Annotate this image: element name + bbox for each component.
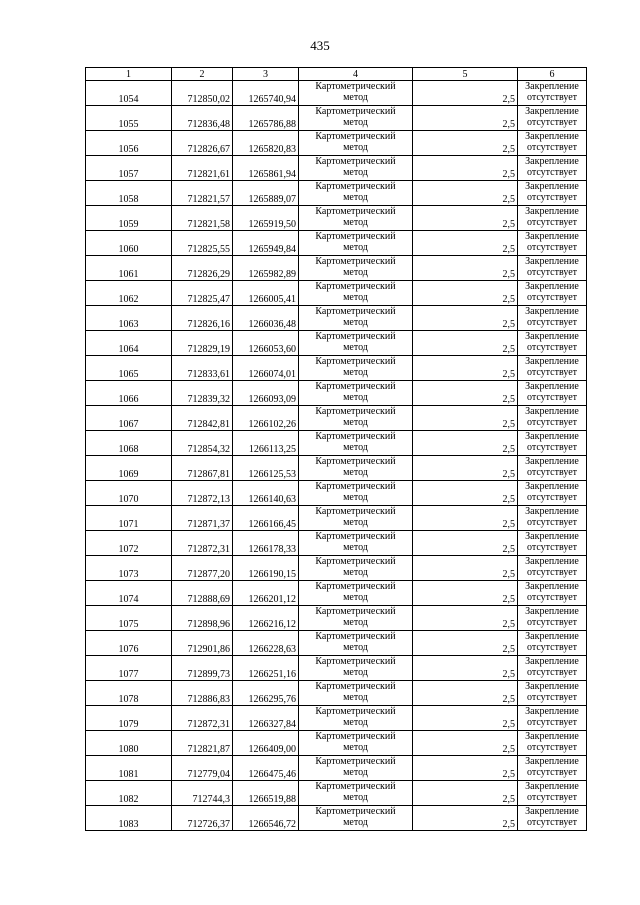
method-cell: Картометрический метод — [299, 81, 413, 106]
coordinate-y: 1266519,88 — [233, 781, 299, 806]
coordinate-x: 712877,20 — [172, 556, 233, 581]
table-row — [86, 606, 587, 631]
fixation-cell: Закрепление отсутствует — [518, 181, 587, 206]
column-header-6: 6 — [518, 68, 587, 81]
method-cell: Картометрический метод — [299, 406, 413, 431]
fixation-cell: Закрепление отсутствует — [518, 306, 587, 331]
coordinate-x: 712867,81 — [172, 456, 233, 481]
point-number: 1077 — [86, 656, 172, 681]
coordinate-y: 1265919,50 — [233, 206, 299, 231]
point-number: 1056 — [86, 131, 172, 156]
coordinate-y: 1266074,01 — [233, 356, 299, 381]
accuracy-cell: 2,5 — [413, 131, 518, 156]
fixation-cell: Закрепление отсутствует — [518, 656, 587, 681]
point-number: 1069 — [86, 456, 172, 481]
accuracy-cell: 2,5 — [413, 306, 518, 331]
point-number: 1055 — [86, 106, 172, 131]
table-row — [86, 681, 587, 706]
coordinate-x: 712826,16 — [172, 306, 233, 331]
accuracy-cell: 2,5 — [413, 206, 518, 231]
coordinate-y: 1266140,63 — [233, 481, 299, 506]
fixation-cell: Закрепление отсутствует — [518, 531, 587, 556]
coordinate-y: 1265740,94 — [233, 81, 299, 106]
coordinate-x: 712850,02 — [172, 81, 233, 106]
coordinate-y: 1265786,88 — [233, 106, 299, 131]
point-number: 1060 — [86, 231, 172, 256]
point-number: 1068 — [86, 431, 172, 456]
fixation-cell: Закрепление отсутствует — [518, 231, 587, 256]
table-row — [86, 531, 587, 556]
coordinate-y: 1266546,72 — [233, 806, 299, 831]
method-cell: Картометрический метод — [299, 256, 413, 281]
coordinate-y: 1266216,12 — [233, 606, 299, 631]
fixation-cell: Закрепление отсутствует — [518, 81, 587, 106]
accuracy-cell: 2,5 — [413, 381, 518, 406]
coordinate-y: 1266178,33 — [233, 531, 299, 556]
fixation-cell: Закрепление отсутствует — [518, 331, 587, 356]
point-number: 1067 — [86, 406, 172, 431]
fixation-cell: Закрепление отсутствует — [518, 731, 587, 756]
point-number: 1081 — [86, 756, 172, 781]
coordinate-x: 712825,47 — [172, 281, 233, 306]
accuracy-cell: 2,5 — [413, 556, 518, 581]
coordinate-x: 712854,32 — [172, 431, 233, 456]
table-row — [86, 506, 587, 531]
method-cell: Картометрический метод — [299, 556, 413, 581]
coordinate-x: 712871,37 — [172, 506, 233, 531]
point-number: 1082 — [86, 781, 172, 806]
accuracy-cell: 2,5 — [413, 506, 518, 531]
table-row — [86, 156, 587, 181]
table-row — [86, 231, 587, 256]
table-row — [86, 431, 587, 456]
table-row — [86, 356, 587, 381]
column-header-2: 2 — [172, 68, 233, 81]
accuracy-cell: 2,5 — [413, 256, 518, 281]
point-number: 1072 — [86, 531, 172, 556]
fixation-cell: Закрепление отсутствует — [518, 781, 587, 806]
point-number: 1071 — [86, 506, 172, 531]
method-cell: Картометрический метод — [299, 681, 413, 706]
fixation-cell: Закрепление отсутствует — [518, 206, 587, 231]
coordinate-x: 712821,58 — [172, 206, 233, 231]
point-number: 1083 — [86, 806, 172, 831]
table-row — [86, 456, 587, 481]
coordinate-x: 712898,96 — [172, 606, 233, 631]
coordinate-x: 712836,48 — [172, 106, 233, 131]
method-cell: Картометрический метод — [299, 781, 413, 806]
coordinate-x: 712744,3 — [172, 781, 233, 806]
coordinate-x: 712826,67 — [172, 131, 233, 156]
point-number: 1063 — [86, 306, 172, 331]
point-number: 1066 — [86, 381, 172, 406]
fixation-cell: Закрепление отсутствует — [518, 381, 587, 406]
accuracy-cell: 2,5 — [413, 731, 518, 756]
accuracy-cell: 2,5 — [413, 781, 518, 806]
method-cell: Картометрический метод — [299, 756, 413, 781]
table-row — [86, 81, 587, 106]
table-row — [86, 781, 587, 806]
fixation-cell: Закрепление отсутствует — [518, 681, 587, 706]
accuracy-cell: 2,5 — [413, 181, 518, 206]
coordinates-table — [85, 67, 587, 831]
point-number: 1073 — [86, 556, 172, 581]
column-header-5: 5 — [413, 68, 518, 81]
fixation-cell: Закрепление отсутствует — [518, 706, 587, 731]
coordinate-y: 1266409,00 — [233, 731, 299, 756]
method-cell: Картометрический метод — [299, 531, 413, 556]
fixation-cell: Закрепление отсутствует — [518, 406, 587, 431]
table-row — [86, 181, 587, 206]
coordinate-y: 1266125,53 — [233, 456, 299, 481]
coordinate-x: 712872,13 — [172, 481, 233, 506]
method-cell: Картометрический метод — [299, 481, 413, 506]
fixation-cell: Закрепление отсутствует — [518, 556, 587, 581]
point-number: 1070 — [86, 481, 172, 506]
fixation-cell: Закрепление отсутствует — [518, 156, 587, 181]
coordinate-y: 1266036,48 — [233, 306, 299, 331]
coordinate-x: 712821,57 — [172, 181, 233, 206]
accuracy-cell: 2,5 — [413, 531, 518, 556]
coordinate-y: 1265861,94 — [233, 156, 299, 181]
coordinate-y: 1266166,45 — [233, 506, 299, 531]
point-number: 1075 — [86, 606, 172, 631]
method-cell: Картометрический метод — [299, 506, 413, 531]
method-cell: Картометрический метод — [299, 731, 413, 756]
accuracy-cell: 2,5 — [413, 631, 518, 656]
fixation-cell: Закрепление отсутствует — [518, 581, 587, 606]
coordinate-y: 1266201,12 — [233, 581, 299, 606]
table-row — [86, 656, 587, 681]
method-cell: Картометрический метод — [299, 181, 413, 206]
coordinate-x: 712826,29 — [172, 256, 233, 281]
table-row — [86, 331, 587, 356]
coordinate-x: 712888,69 — [172, 581, 233, 606]
coordinate-y: 1266005,41 — [233, 281, 299, 306]
point-number: 1064 — [86, 331, 172, 356]
coordinate-x: 712726,37 — [172, 806, 233, 831]
table-row — [86, 306, 587, 331]
table-row — [86, 381, 587, 406]
coordinate-y: 1266102,26 — [233, 406, 299, 431]
coordinate-y: 1265889,07 — [233, 181, 299, 206]
method-cell: Картометрический метод — [299, 656, 413, 681]
coordinate-x: 712872,31 — [172, 531, 233, 556]
coordinate-y: 1266190,15 — [233, 556, 299, 581]
point-number: 1076 — [86, 631, 172, 656]
point-number: 1057 — [86, 156, 172, 181]
accuracy-cell: 2,5 — [413, 231, 518, 256]
table-row — [86, 106, 587, 131]
accuracy-cell: 2,5 — [413, 656, 518, 681]
accuracy-cell: 2,5 — [413, 281, 518, 306]
table-row — [86, 756, 587, 781]
method-cell: Картометрический метод — [299, 381, 413, 406]
fixation-cell: Закрепление отсутствует — [518, 256, 587, 281]
method-cell: Картометрический метод — [299, 606, 413, 631]
method-cell: Картометрический метод — [299, 131, 413, 156]
accuracy-cell: 2,5 — [413, 81, 518, 106]
coordinate-y: 1266113,25 — [233, 431, 299, 456]
method-cell: Картометрический метод — [299, 281, 413, 306]
method-cell: Картометрический метод — [299, 431, 413, 456]
accuracy-cell: 2,5 — [413, 756, 518, 781]
coordinate-x: 712779,04 — [172, 756, 233, 781]
accuracy-cell: 2,5 — [413, 406, 518, 431]
coordinate-x: 712872,31 — [172, 706, 233, 731]
accuracy-cell: 2,5 — [413, 606, 518, 631]
accuracy-cell: 2,5 — [413, 331, 518, 356]
accuracy-cell: 2,5 — [413, 156, 518, 181]
fixation-cell: Закрепление отсутствует — [518, 806, 587, 831]
fixation-cell: Закрепление отсутствует — [518, 606, 587, 631]
table-row — [86, 581, 587, 606]
method-cell: Картометрический метод — [299, 106, 413, 131]
fixation-cell: Закрепление отсутствует — [518, 431, 587, 456]
point-number: 1061 — [86, 256, 172, 281]
point-number: 1062 — [86, 281, 172, 306]
fixation-cell: Закрепление отсутствует — [518, 131, 587, 156]
fixation-cell: Закрепление отсутствует — [518, 631, 587, 656]
point-number: 1059 — [86, 206, 172, 231]
table-row — [86, 731, 587, 756]
coordinate-y: 1266053,60 — [233, 331, 299, 356]
coordinate-x: 712821,87 — [172, 731, 233, 756]
coordinate-y: 1265982,89 — [233, 256, 299, 281]
table-row — [86, 806, 587, 831]
method-cell: Картометрический метод — [299, 456, 413, 481]
table-row — [86, 631, 587, 656]
fixation-cell: Закрепление отсутствует — [518, 506, 587, 531]
coordinate-y: 1266475,46 — [233, 756, 299, 781]
method-cell: Картометрический метод — [299, 306, 413, 331]
method-cell: Картометрический метод — [299, 581, 413, 606]
coordinate-y: 1266228,63 — [233, 631, 299, 656]
table-header-row — [86, 68, 587, 81]
point-number: 1054 — [86, 81, 172, 106]
point-number: 1065 — [86, 356, 172, 381]
table-body — [86, 81, 587, 831]
fixation-cell: Закрепление отсутствует — [518, 481, 587, 506]
coordinate-x: 712825,55 — [172, 231, 233, 256]
method-cell: Картометрический метод — [299, 231, 413, 256]
method-cell: Картометрический метод — [299, 206, 413, 231]
column-header-1: 1 — [86, 68, 172, 81]
coordinate-y: 1265820,83 — [233, 131, 299, 156]
table-row — [86, 281, 587, 306]
accuracy-cell: 2,5 — [413, 481, 518, 506]
coordinate-x: 712899,73 — [172, 656, 233, 681]
method-cell: Картометрический метод — [299, 706, 413, 731]
accuracy-cell: 2,5 — [413, 356, 518, 381]
table-row — [86, 206, 587, 231]
table-row — [86, 406, 587, 431]
point-number: 1078 — [86, 681, 172, 706]
method-cell: Картометрический метод — [299, 156, 413, 181]
coordinate-y: 1266251,16 — [233, 656, 299, 681]
table-row — [86, 256, 587, 281]
fixation-cell: Закрепление отсутствует — [518, 356, 587, 381]
fixation-cell: Закрепление отсутствует — [518, 106, 587, 131]
point-number: 1058 — [86, 181, 172, 206]
coordinate-y: 1265949,84 — [233, 231, 299, 256]
coordinate-y: 1266093,09 — [233, 381, 299, 406]
accuracy-cell: 2,5 — [413, 806, 518, 831]
coordinate-y: 1266295,76 — [233, 681, 299, 706]
table-row — [86, 556, 587, 581]
coordinate-x: 712901,86 — [172, 631, 233, 656]
coordinate-x: 712886,83 — [172, 681, 233, 706]
coordinate-x: 712833,61 — [172, 356, 233, 381]
table-row — [86, 131, 587, 156]
accuracy-cell: 2,5 — [413, 106, 518, 131]
point-number: 1079 — [86, 706, 172, 731]
page-number: 435 — [310, 38, 330, 53]
column-header-4: 4 — [299, 68, 413, 81]
method-cell: Картометрический метод — [299, 331, 413, 356]
coordinate-x: 712821,61 — [172, 156, 233, 181]
fixation-cell: Закрепление отсутствует — [518, 456, 587, 481]
accuracy-cell: 2,5 — [413, 581, 518, 606]
coordinate-y: 1266327,84 — [233, 706, 299, 731]
method-cell: Картометрический метод — [299, 631, 413, 656]
accuracy-cell: 2,5 — [413, 431, 518, 456]
table-row — [86, 706, 587, 731]
accuracy-cell: 2,5 — [413, 456, 518, 481]
column-header-3: 3 — [233, 68, 299, 81]
method-cell: Картометрический метод — [299, 356, 413, 381]
coordinate-x: 712829,19 — [172, 331, 233, 356]
method-cell: Картометрический метод — [299, 806, 413, 831]
table-row — [86, 481, 587, 506]
fixation-cell: Закрепление отсутствует — [518, 756, 587, 781]
coordinate-x: 712842,81 — [172, 406, 233, 431]
point-number: 1074 — [86, 581, 172, 606]
accuracy-cell: 2,5 — [413, 681, 518, 706]
coordinate-x: 712839,32 — [172, 381, 233, 406]
point-number: 1080 — [86, 731, 172, 756]
fixation-cell: Закрепление отсутствует — [518, 281, 587, 306]
accuracy-cell: 2,5 — [413, 706, 518, 731]
